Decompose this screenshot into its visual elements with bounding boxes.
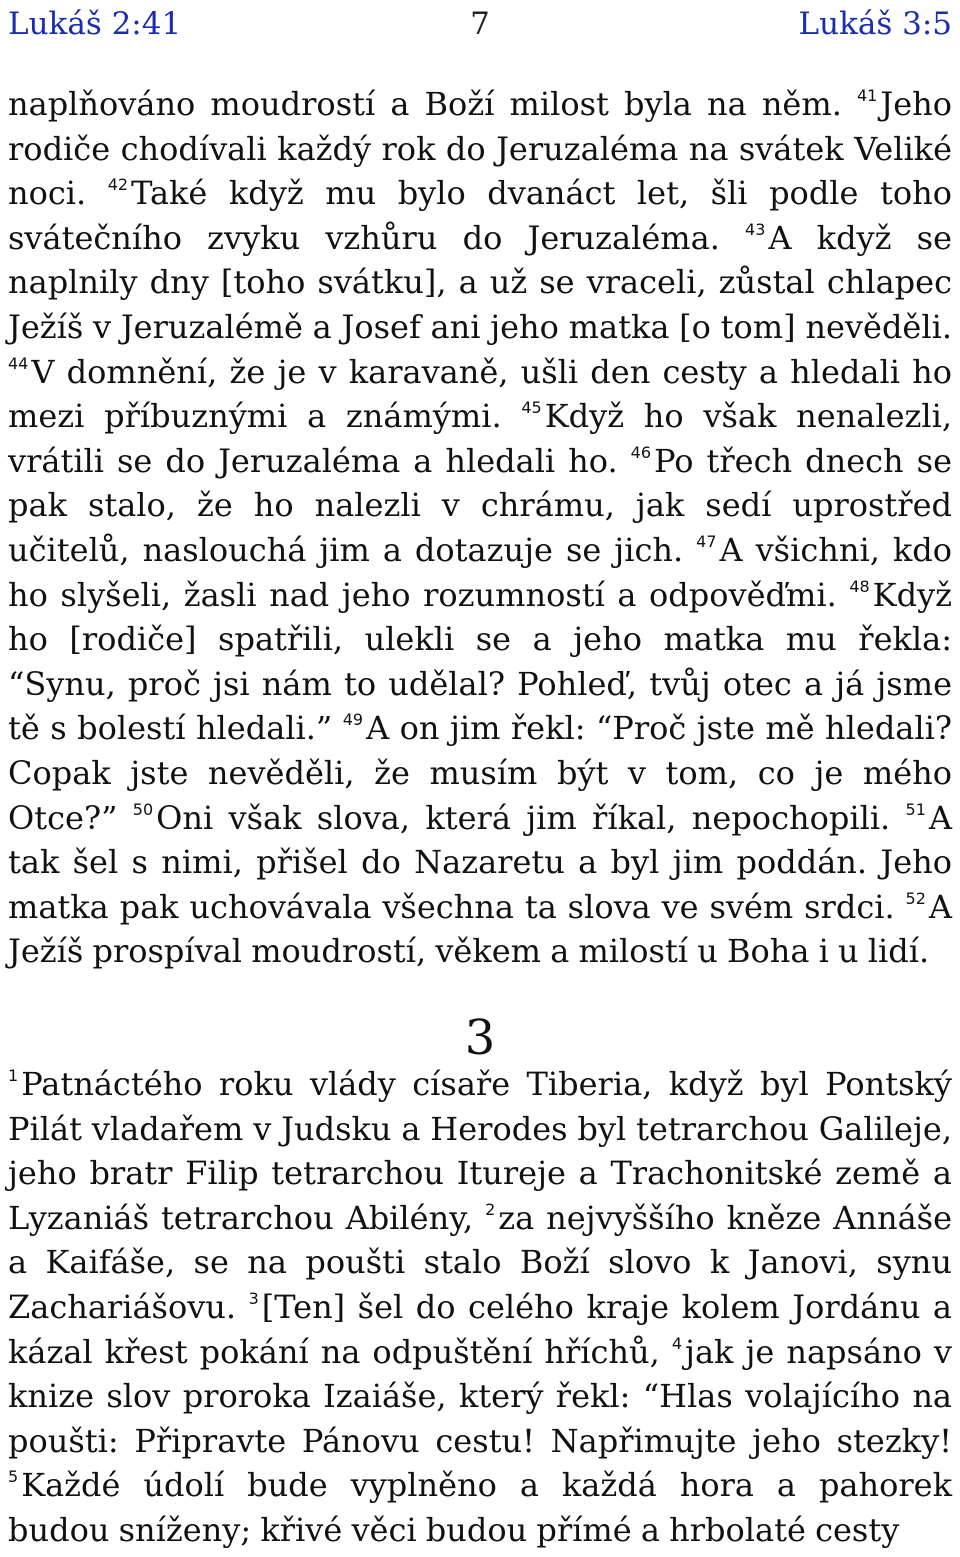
verse-number: 43: [745, 219, 766, 239]
verse-number: 51: [905, 799, 926, 819]
verse-number: 45: [521, 398, 542, 418]
verse-number: 44: [8, 353, 29, 373]
verse-text: za nejvyššího kněze Annáše a Kaifáše, se na poušti stalo Boží slovo k Janovi, synu Zachariášovu.: [8, 1198, 953, 1326]
verse-number: 1: [8, 1066, 19, 1085]
verse-number: 46: [630, 442, 651, 462]
verse-number: 50: [132, 799, 154, 819]
verse-text: jak je napsáno v knize slov proroka Izaiáše, který řekl: “Hlas volajícího na poušti: Připravte Pánovu cestu! Napřimujte jeho stezky!: [8, 1332, 952, 1460]
verse-text: Po třech dnech se pak stalo, že ho nalezli v chrámu, jak sedí uprostřed učitelů, naslouchá jim a dotazuje se jich.: [8, 441, 953, 569]
verse-number: 5: [8, 1467, 19, 1487]
verse-text: Když ho [rodiče] spatřili, ulekli se a jeho matka mu řekla: “Synu, proč jsi nám to udělal? Pohleď, tvůj otec a já jsme tě s bolestí hledali.”: [8, 575, 952, 748]
verse-number: 49: [342, 710, 364, 730]
verse-text: [Ten] šel do celého kraje kolem Jordánu a kázal křest pokání na odpuštění hříchů,: [8, 1287, 953, 1371]
verse-text: Každé údolí bude vyplněno a každá hora a pahorek budou sníženy; křivé věci budou přímé a hrbolaté cesty: [8, 1466, 952, 1549]
header-reference-start: Lukáš 2:41: [8, 6, 182, 42]
verse-text: naplňováno moudrostí a Boží milost byla na něm.: [8, 85, 857, 123]
verse-text: A Ježíš prospíval moudrostí, věkem a milostí u Boha i u lidí.: [8, 887, 952, 971]
chapter-heading: 3: [464, 1010, 496, 1066]
verse-text: Když ho však nenalezli, vrátili se do Jeruzaléma a hledali ho.: [8, 397, 953, 480]
verse-number: 48: [849, 576, 870, 596]
verse-number: 42: [107, 175, 129, 195]
verse-text: Oni však slova, která jim říkal, nepochopili.: [156, 798, 906, 837]
verse-text: Jeho rodiče chodívali každý rok do Jeruzaléma na svátek Veliké noci.: [8, 85, 952, 213]
chapter-2-text: [8, 82, 952, 974]
chapter-3-text: [8, 1062, 952, 1553]
verse-text: Patnáctého roku vlády císaře Tiberia, když byl Pontský Pilát vladařem v Judsku a Herodes byl tetrarchou Galileje, jeho bratr Filip tetrarchou Itureje a Trachonitské země a Lyzaniáš tetrarchou Abilény,: [8, 1065, 952, 1237]
verse-text: A všichni, kdo ho slyšeli, žasli nad jeho rozumností a odpověďmi.: [8, 530, 953, 614]
verse-number: 2: [485, 1199, 496, 1219]
verse-number: 52: [905, 888, 926, 908]
paragraph: [8, 82, 952, 974]
paragraph: [8, 1062, 952, 1553]
verse-number: 3: [248, 1288, 259, 1308]
verse-number: 47: [696, 531, 717, 551]
verse-text: A tak šel s nimi, přišel do Nazaretu a byl jim poddán. Jeho matka pak uchovávala všechna ta slova ve svém srdci.: [8, 798, 953, 926]
page-header: [8, 2, 952, 46]
verse-text: Také když mu bylo dvanáct let, šli podle toho svátečního zvyku vzhůru do Jeruzaléma.: [8, 174, 953, 257]
verse-text: V domnění, že je v karavaně, ušli den cesty a hledali ho mezi příbuznými a známými.: [8, 352, 952, 436]
verse-number: 41: [857, 86, 878, 105]
page-number: 7: [470, 6, 490, 42]
verse-text: A když se naplnily dny [toho svátku], a už se vraceli, zůstal chlapec Ježíš v Jeruzalémě a Josef ani jeho matka [o tom] nevěděli.: [8, 218, 953, 346]
verse-text: A on jim řekl: “Proč jste mě hledali? Copak jste nevěděli, že musím být v tom, co je mého Otce?”: [8, 709, 953, 837]
header-reference-end: Lukáš 3:5: [798, 6, 952, 42]
verse-number: 4: [671, 1333, 683, 1353]
